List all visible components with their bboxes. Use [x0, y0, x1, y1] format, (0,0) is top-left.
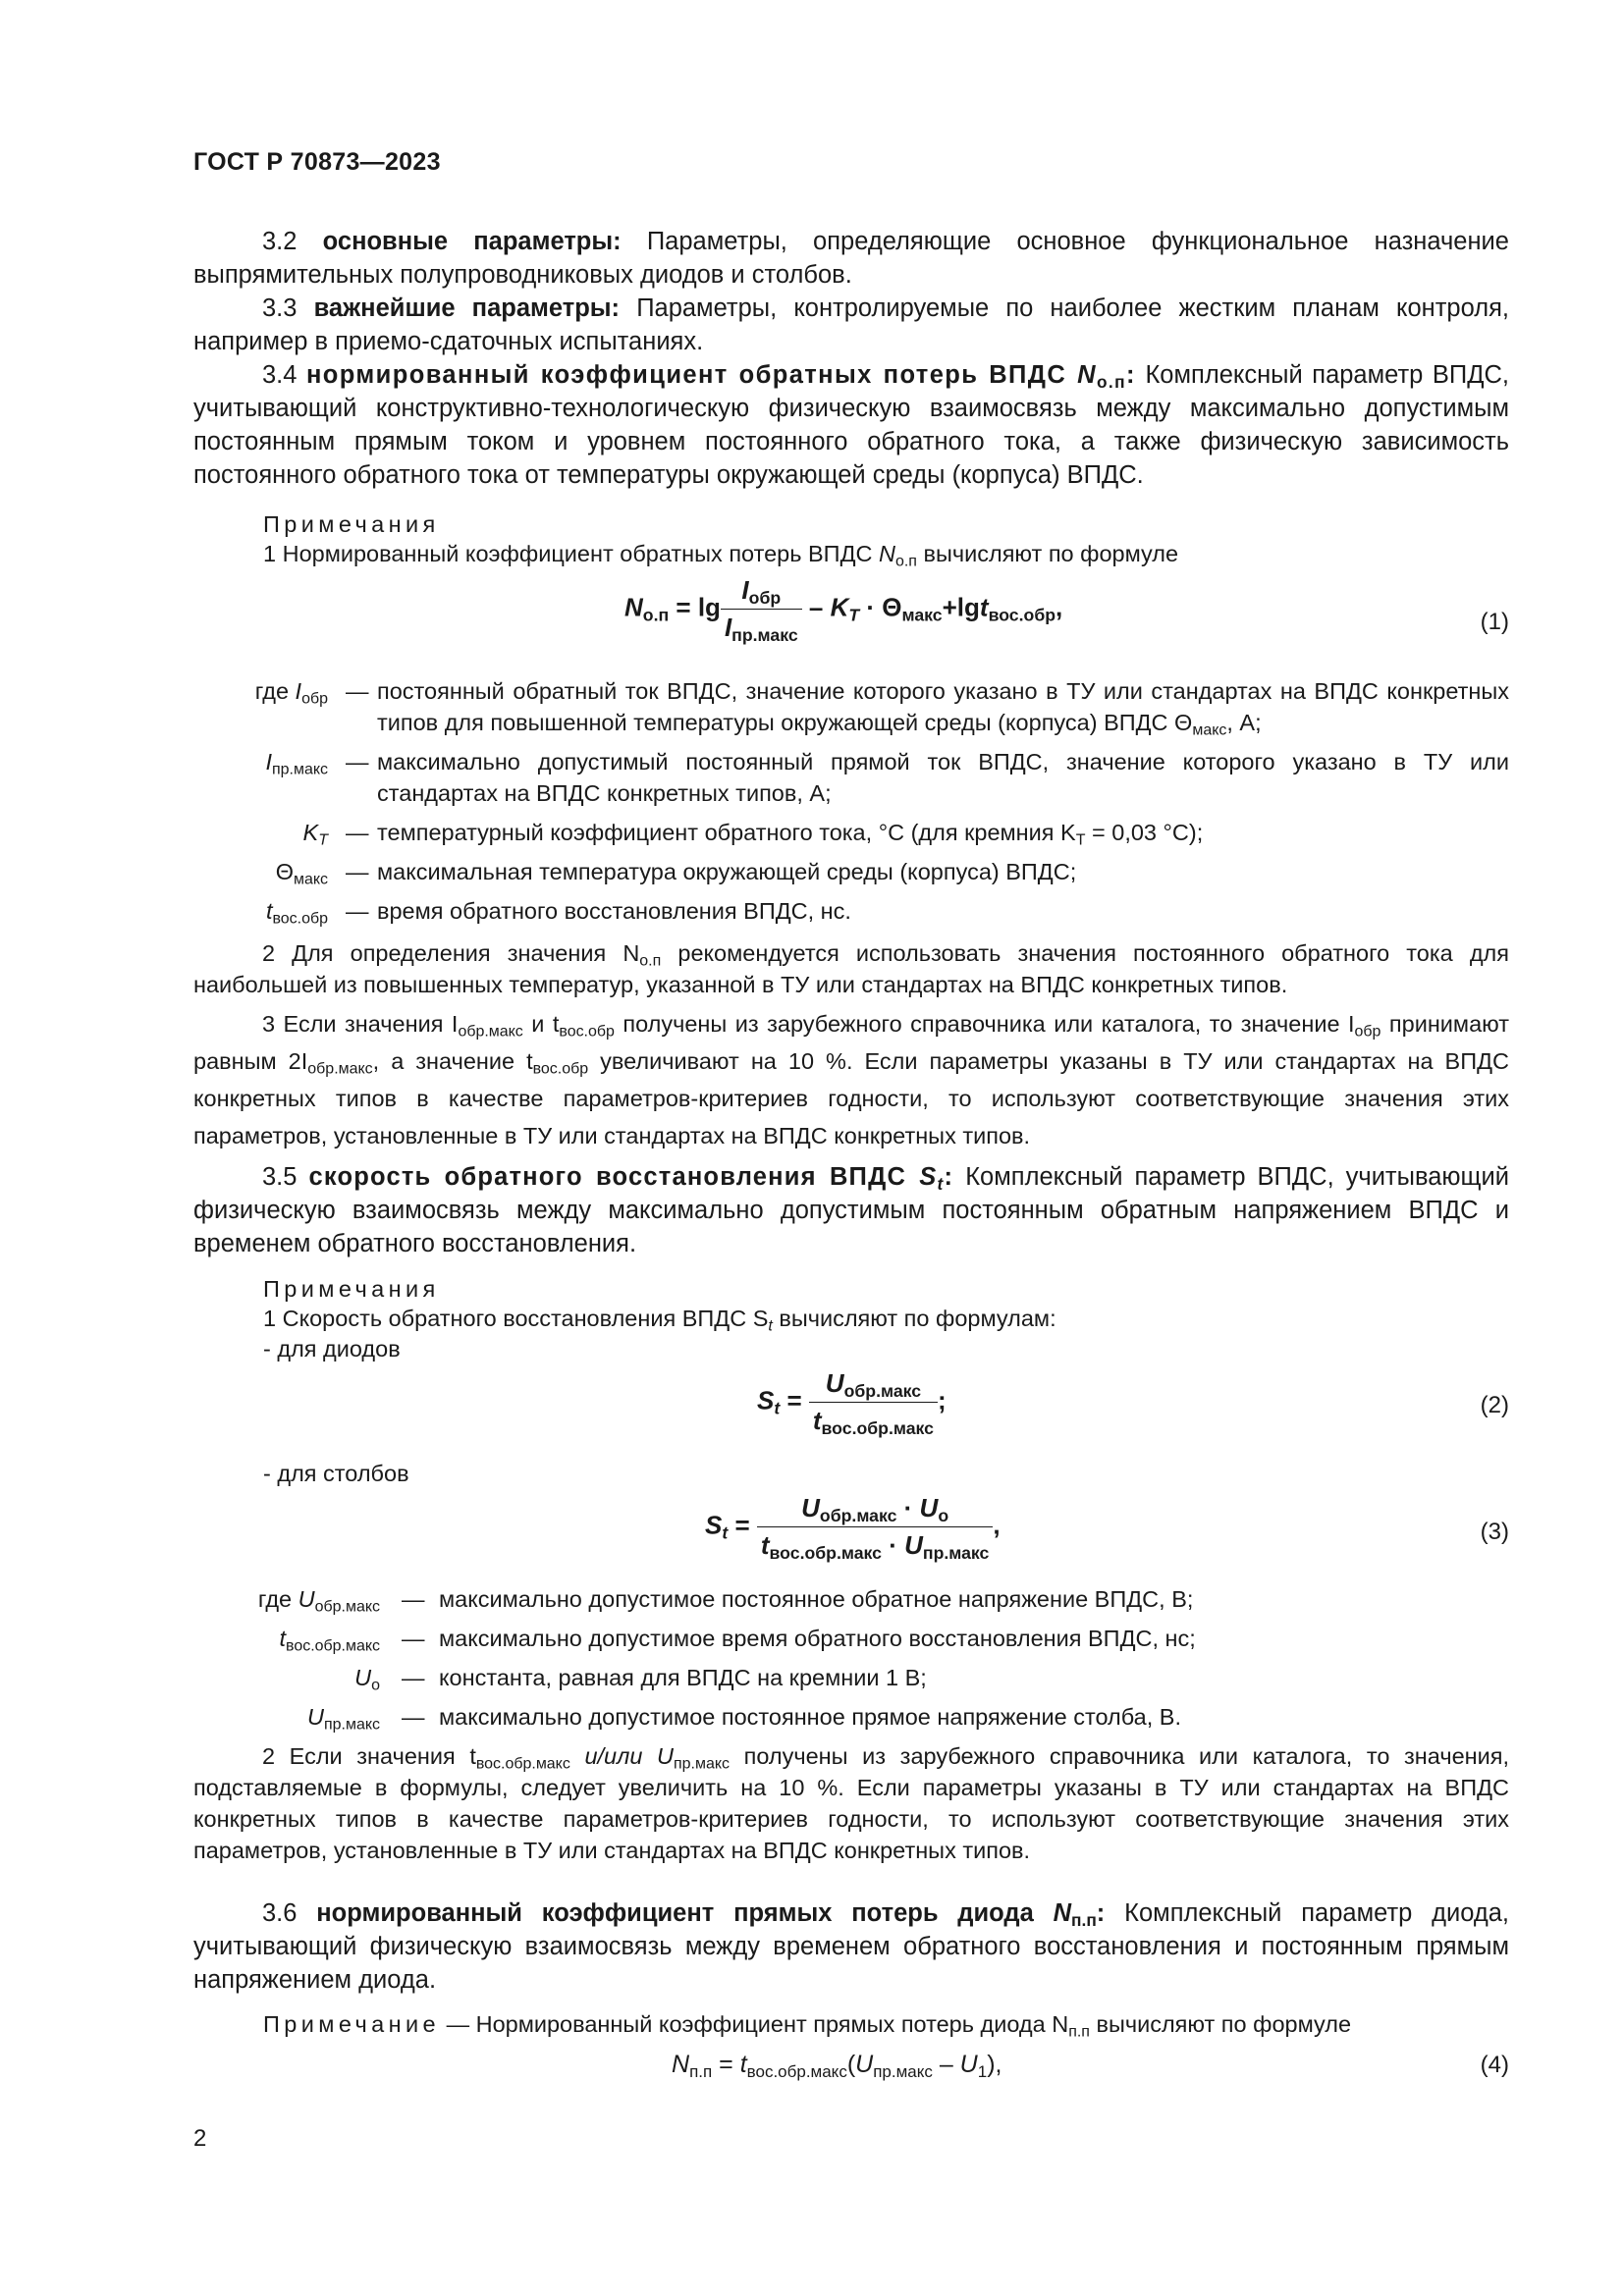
formula-4: $N_{п.п} = t_{вос.обр.макс}(U_{пр.макс} - U_1)$, [672, 2051, 1002, 2081]
document-page: ГОСТ Р 70873—2023 3.2 основные параметры: Параметры, определяющие основное функциональное назначение выпрямительных полупроводниковых диодов и столбов. 3.3 важнейшие параметры: Параметры, контролируемые по наиболее жестким планам контроля, например в приемо-сдаточных испытаниях. 3.4 нормированный коэффициент обратных потерь ВПДС $N_{о.п}$: Комплексный параметр ВПДС, учитывающий конструктивно-технологическую физическую взаимосвязь между максимально допустимым постоянным прямым током и уровнем постоянного обратного тока, а также физическую зависимость постоянного обратного тока от температуры окружающей среды (корпуса) ВПДС. Примечания 1 Нормированный коэффициент обратных потерь ВПДС $N_{о.п}$ вычисляют по формуле $N_{о.п} = \lg$ $\frac{I_{обр}}{I_{пр.макс}}$ – $K_T \cdot \Theta_{макс}+\lg t_{вос.обр}$, (1) где $I_{обр}$ — постоянный обратный ток ВПДС, значение которого указано в ТУ или стандартах на ВПДС конкретных типов для повышенной температуры окружающей среды (корпуса) ВПДС $\Theta_{макс}$, А; $I_{пр.макс}$ — максимально допустимый постоянный прямой ток ВПДС, значение которого указано в ТУ или стандартах на ВПДС конкретных типов, А; $K_T$ — температурный коэффициент обратного тока, °С (для кремния $K_T = 0,03$ °С); $\Theta_{макс}$ — максимальная температура окружающей среды (корпуса) ВПДС; $t_{вос.обр}$ — время обратного восстановления ВПДС, нс. 2 Для определения значения $N_{о.п}$ рекомендуется использовать значения постоянного обратного тока для наибольшей из повышенных температур, указанной в ТУ или стандартах на ВПДС конкретных типов. 3 Если значения $I_{обр.макс}$ и $t_{вос.обр}$ получены из зарубежного справочника или каталога, то значение $I_{обр}$ принимают равным $2I_{обр.макс}$, а значение $t_{вос.обр}$ увеличивают на 10 %. Если параметры указаны в ТУ или стандартах на ВПДС конкретных типов в качестве параметров-критериев годности, то используют соответствующие значения этих параметров, установленные в ТУ или стандартах на ВПДС конкретных типов. 3.5 скорость обратного восстановления ВПДС $S_t$: Комплексный параметр ВПДС, учитывающий физическую взаимосвязь между максимально допустимым постоянным обратным напряжением ВПДС и временем обратного восстановления. Примечания 1 Скорость обратного восстановления ВПДС $S_t$ вычисляют по формулам: - для диодов $S_t$ = $\frac{U_{обр.макс}}{t_{вос.обр.макс}}$ ; (2) - для столбов $S_t$ = $\frac{U_{обр.макс} \cdot U_о}{t_{вос.обр.макс} \cdot U_{пр.макс}}$ , (3) где $U_{обр.макс}$ — максимально допустимое постоянное обратное напряжение ВПДС, В; $t_{вос.обр.макс}$ — максимально допустимое время обратного восстановления ВПДС, нс; $U_о$ — константа, равная для ВПДС на кремнии 1 В; $U_{пр.макс}$ — максимально допустимое постоянное прямое напряжение столба, В. 2 Если значения $t_{вос.обр.макс}$ и/или $U_{пр.макс}$ получены из зарубежного справочника или каталога, то значения, подставляемые в формулы, следует увеличить на 10 %. Если параметры указаны в ТУ или стандартах на ВПДС конкретных типов в качестве параметров-критериев годности, то используют соответствующие значения этих параметров, установленные в ТУ или стандартах на ВПДС конкретных типов. 3.6 нормированный коэффициент прямых потерь диода $N_{п.п}$: Комплексный параметр диода, учитывающий физическую взаимосвязь между временем обратного восстановления и постоянным прямым напряжением диода. Примечание — Нормированный коэффициент прямых потерь диода $N_{п.п}$ вычисляют по формуле $N_{п.п} = t_{вос.обр.макс}(U_{пр.макс} - U_1)$, (4) 2 [193, 148, 1510, 2152]
columns-label: - для столбов [263, 1461, 409, 1486]
formula-1: $N_{о.п} = \lg$ $\frac{I_{обр}}{I_{пр.макс}}$ – $K_T \cdot \Theta_{макс}+\lg t_{вос.обр}$, [624, 575, 1063, 645]
section-3-6: 3.6 нормированный коэффициент прямых потерь диода $N_{п.п}$: Комплексный параметр диода, учитывающий физическую взаимосвязь между временем обратного восстановления и постоянным прямым напряжением диода. [193, 1899, 1510, 1994]
equation-number-2: (2) [1480, 1392, 1509, 1418]
where-row: где $I_{обр}$ — постоянный обратный ток ВПДС, значение которого указано в ТУ или стандартах на ВПДС конкретных типов для повышенной температуры окружающей среды (корпуса) ВПДС $\Theta_{макс}$, А; [254, 678, 1509, 739]
note-3-6: Примечание — Нормированный коэффициент прямых потерь диода $N_{п.п}$ вычисляют по формуле [263, 2011, 1352, 2041]
term-3-3: важнейшие параметры: [313, 294, 621, 322]
formula-3: $S_t$ = $\frac{U_{обр.макс} \cdot U_о}{t_{вос.обр.макс} \cdot U_{пр.макс}}$ , [705, 1493, 1001, 1563]
note-3-5-1: 1 Скорость обратного восстановления ВПДС $S_t$ вычисляют по формулам: [263, 1306, 1056, 1335]
section-3-3: 3.3 важнейшие параметры: Параметры, контролируемые по наиболее жестким планам контроля, например в приемо-сдаточных испытаниях. [193, 294, 1509, 355]
diodes-label: - для диодов [263, 1336, 401, 1362]
term-3-2: основные параметры: [322, 228, 622, 255]
note-3-4-3: 3 Если значения $I_{обр.макс}$ и $t_{вос.обр}$ получены из зарубежного справочника или каталога, то значение $I_{обр}$ принимают равным $2I_{обр.макс}$, а значение $t_{вос.обр}$ увеличивают на 10 %. Если параметры указаны в ТУ или стандартах на ВПДС конкретных типов в качестве параметров-критериев годности, то используют соответствующие значения этих параметров, установленные в ТУ или стандартах на ВПДС конкретных типов. [193, 1011, 1510, 1148]
note-3-4-1: 1 Нормированный коэффициент обратных потерь ВПДС $N_{о.п}$ вычисляют по формуле [263, 541, 1179, 570]
notes-label-3-5: Примечания [263, 1276, 440, 1302]
term-3-4: нормированный коэффициент обратных потерь ВПДС $N_{о.п}$: [305, 361, 1136, 392]
fraction-1: $\frac{I_{обр}}{I_{пр.макс}}$ [721, 575, 802, 643]
equation-number-4: (4) [1480, 2052, 1509, 2078]
document-header: ГОСТ Р 70873—2023 [193, 148, 441, 176]
note-3-4-2: 2 Для определения значения $N_{о.п}$ рекомендуется использовать значения постоянного обратного тока для наибольшей из повышенных температур, указанной в ТУ или стандартах на ВПДС конкретных типов. [193, 940, 1509, 997]
section-3-5: 3.5 скорость обратного восстановления ВПДС $S_t$: Комплексный параметр ВПДС, учитывающий физическую взаимосвязь между максимально допустимым постоянным обратным напряжением ВПДС и временем обратного восстановления. [193, 1163, 1509, 1257]
where-row: $I_{пр.макс}$ — максимально допустимый постоянный прямой ток ВПДС, значение которого указано в ТУ или стандартах на ВПДС конкретных типов, А; [265, 749, 1509, 806]
section-3-4: 3.4 нормированный коэффициент обратных потерь ВПДС $N_{о.п}$: Комплексный параметр ВПДС, учитывающий конструктивно-технологическую физическую взаимосвязь между максимально допустимым постоянным прямым током и уровнем постоянного обратного тока, а также физическую зависимость постоянного обратного тока от температуры окружающей среды (корпуса) ВПДС. [193, 361, 1509, 489]
term-3-5: скорость обратного восстановления ВПДС $S_t$: [308, 1163, 954, 1194]
note-3-5-2: 2 Если значения $t_{вос.обр.макс}$ и/или $U_{пр.макс}$ получены из зарубежного справочника или каталога, то значения, подставляемые в формулы, следует увеличить на 10 %. Если параметры указаны в ТУ или стандартах на ВПДС конкретных типов в качестве параметров-критериев годности, то используют соответствующие значения этих параметров, установленные в ТУ или стандартах на ВПДС конкретных типов. [193, 1743, 1509, 1863]
formula-2: $S_t$ = $\frac{U_{обр.макс}}{t_{вос.обр.макс}}$ ; [757, 1368, 947, 1438]
equation-number-3: (3) [1480, 1519, 1509, 1545]
notes-label-3-4: Примечания [263, 511, 440, 537]
fraction-3: $\frac{U_{обр.макс} \cdot U_о}{t_{вос.обр.макс} \cdot U_{пр.макс}}$ [757, 1493, 994, 1561]
equation-number-1: (1) [1480, 609, 1509, 635]
term-3-6: нормированный коэффициент прямых потерь диода $N_{п.п}$: [316, 1899, 1106, 1930]
fraction-2: $\frac{U_{обр.макс}}{t_{вос.обр.макс}}$ [809, 1368, 938, 1436]
section-3-2: 3.2 основные параметры: Параметры, определяющие основное функциональное назначение выпрямительных полупроводниковых диодов и столбов. [193, 228, 1509, 289]
page-number: 2 [193, 2125, 207, 2152]
